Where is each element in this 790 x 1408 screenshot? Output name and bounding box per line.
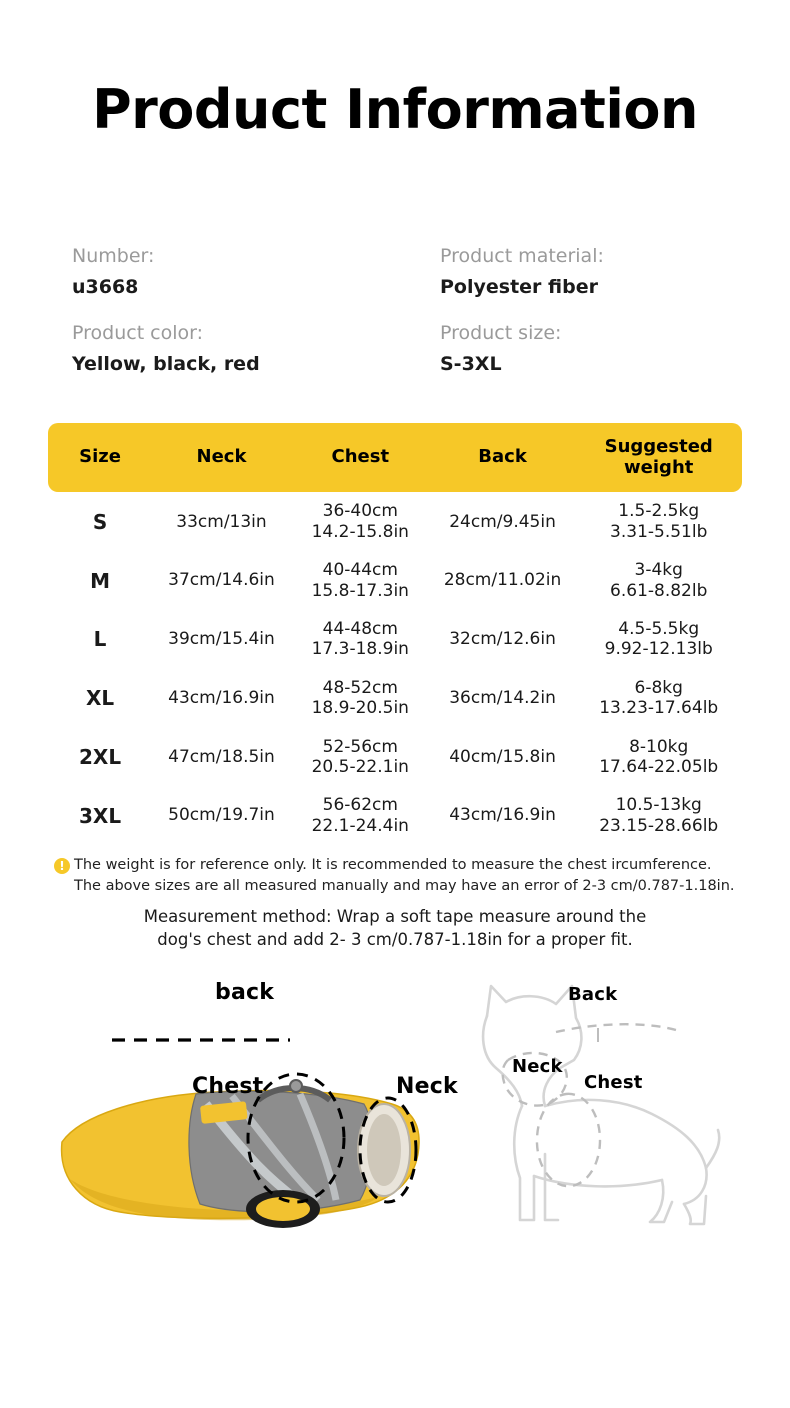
cell-chest-in: 18.9-20.5in [311,698,409,719]
header-size: Size [48,423,152,492]
cell-chest-in: 14.2-15.8in [311,521,409,542]
cell-neck: 37cm/14.6in [168,570,275,591]
cell-back: 24cm/9.45in [449,511,556,532]
dog-chest-label: Chest [584,1071,643,1093]
dog-back-label: Back [568,983,618,1005]
table-row [48,669,742,728]
method-line-1: Measurement method: Wrap a soft tape measure around the [143,907,647,927]
cell-chest-in: 22.1-24.4in [311,815,409,836]
spec-size-value: S-3XL [440,353,502,375]
cell-neck: 50cm/19.7in [168,805,275,826]
cell-chest-in: 20.5-22.1in [311,756,409,777]
cell-weight [575,492,742,551]
cell-chest-cm: 56-62cm [322,795,398,816]
cell-neck: 33cm/13in [176,511,267,532]
cell-weight [575,728,742,787]
note-line-1: The weight is for reference only. It is recommended to measure the chest ircumference. [74,857,712,874]
measurement-illustration [0,964,790,1254]
cell-weight [575,610,742,669]
cell-weight-lb: 9.92-12.13lb [604,639,713,660]
cell-weight-lb: 13.23-17.64lb [599,698,719,719]
cell-neck: 39cm/15.4in [168,629,275,650]
method-line-2: dog's chest and add 2- 3 cm/0.787-1.18in for a proper fit. [157,929,633,949]
size-table [48,423,742,845]
cell-chest-in: 15.8-17.3in [311,580,409,601]
cell-size: M [90,568,110,593]
cell-size: S [92,509,108,534]
cell-weight-kg: 6-8kg [634,677,683,698]
dog-chest-dashed-ellipse [537,1094,600,1186]
cell-chest-cm: 44-48cm [322,618,398,639]
spec-size-label: Product size: [440,322,562,344]
dog-coat-graphic [62,1080,419,1228]
cell-chest [291,786,430,845]
spec-color-label: Product color: [72,322,204,344]
coat-chest-label: Chest [192,1073,264,1099]
header-back: Back [430,423,576,492]
note-line-2: The above sizes are all measured manually and may have an error of 2-3 cm/0.787-1.18in. [74,877,735,894]
cell-chest [291,492,430,551]
cell-weight-kg: 10.5-13kg [615,795,702,816]
cell-chest [291,669,430,728]
table-row [48,610,742,669]
cell-back: 43cm/16.9in [449,805,556,826]
cell-back: 28cm/11.02in [443,570,562,591]
cell-chest [291,728,430,787]
spec-color-value: Yellow, black, red [72,353,260,375]
cell-weight-kg: 3-4kg [634,560,683,581]
spec-material-label: Product material: [440,245,604,267]
page-title: Product Information [92,78,698,141]
cell-chest-cm: 52-56cm [322,736,398,757]
spec-number-value: u3668 [72,276,139,298]
cell-chest-cm: 40-44cm [322,560,398,581]
cell-size: 3XL [79,803,122,828]
cell-back: 36cm/14.2in [449,687,556,708]
measurement-method [40,906,750,952]
warning-icon: ! [54,858,70,874]
dog-back-dashed-line [556,1024,676,1032]
header-neck: Neck [152,423,291,492]
cell-neck: 43cm/16.9in [168,687,275,708]
cell-size: XL [85,686,115,711]
table-row [48,551,742,610]
cell-chest-cm: 48-52cm [322,677,398,698]
cell-weight-kg: 1.5-2.5kg [618,501,700,522]
cell-chest [291,610,430,669]
cell-weight-kg: 4.5-5.5kg [618,618,700,639]
product-specs [0,245,790,375]
cell-weight-lb: 3.31-5.51lb [610,521,708,542]
spec-material [440,245,730,298]
cell-weight-lb: 23.15-28.66lb [599,815,719,836]
coat-back-label: back [215,979,275,1005]
cell-chest-in: 17.3-18.9in [311,639,409,660]
spec-number [72,245,440,298]
cell-back: 32cm/12.6in [449,629,556,650]
spec-material-value: Polyester fiber [440,276,598,298]
cell-weight [575,551,742,610]
cell-size: 2XL [79,744,122,769]
spec-color [72,322,440,375]
cell-size: L [93,627,107,652]
table-row [48,786,742,845]
illustration-svg [0,964,790,1254]
cell-back: 40cm/15.8in [449,746,556,767]
size-chart [48,423,742,845]
header-chest: Chest [291,423,430,492]
measurement-notes [48,855,742,896]
cell-weight-kg: 8-10kg [629,736,689,757]
cell-weight-lb: 17.64-22.05lb [599,756,719,777]
cell-neck: 47cm/18.5in [168,746,275,767]
cell-weight-lb: 6.61-8.82lb [610,580,708,601]
coat-neck-label: Neck [396,1073,458,1099]
table-row [48,492,742,551]
header-suggested-weight: Suggested weight [575,423,742,492]
cell-weight [575,786,742,845]
dog-neck-label: Neck [512,1055,563,1077]
cell-chest [291,551,430,610]
spec-size [440,322,730,375]
cell-weight [575,669,742,728]
spec-number-label: Number: [72,245,155,267]
dog-outline-graphic [483,983,719,1224]
cell-chest-cm: 36-40cm [322,501,398,522]
table-row [48,728,742,787]
table-header-row [48,423,742,492]
